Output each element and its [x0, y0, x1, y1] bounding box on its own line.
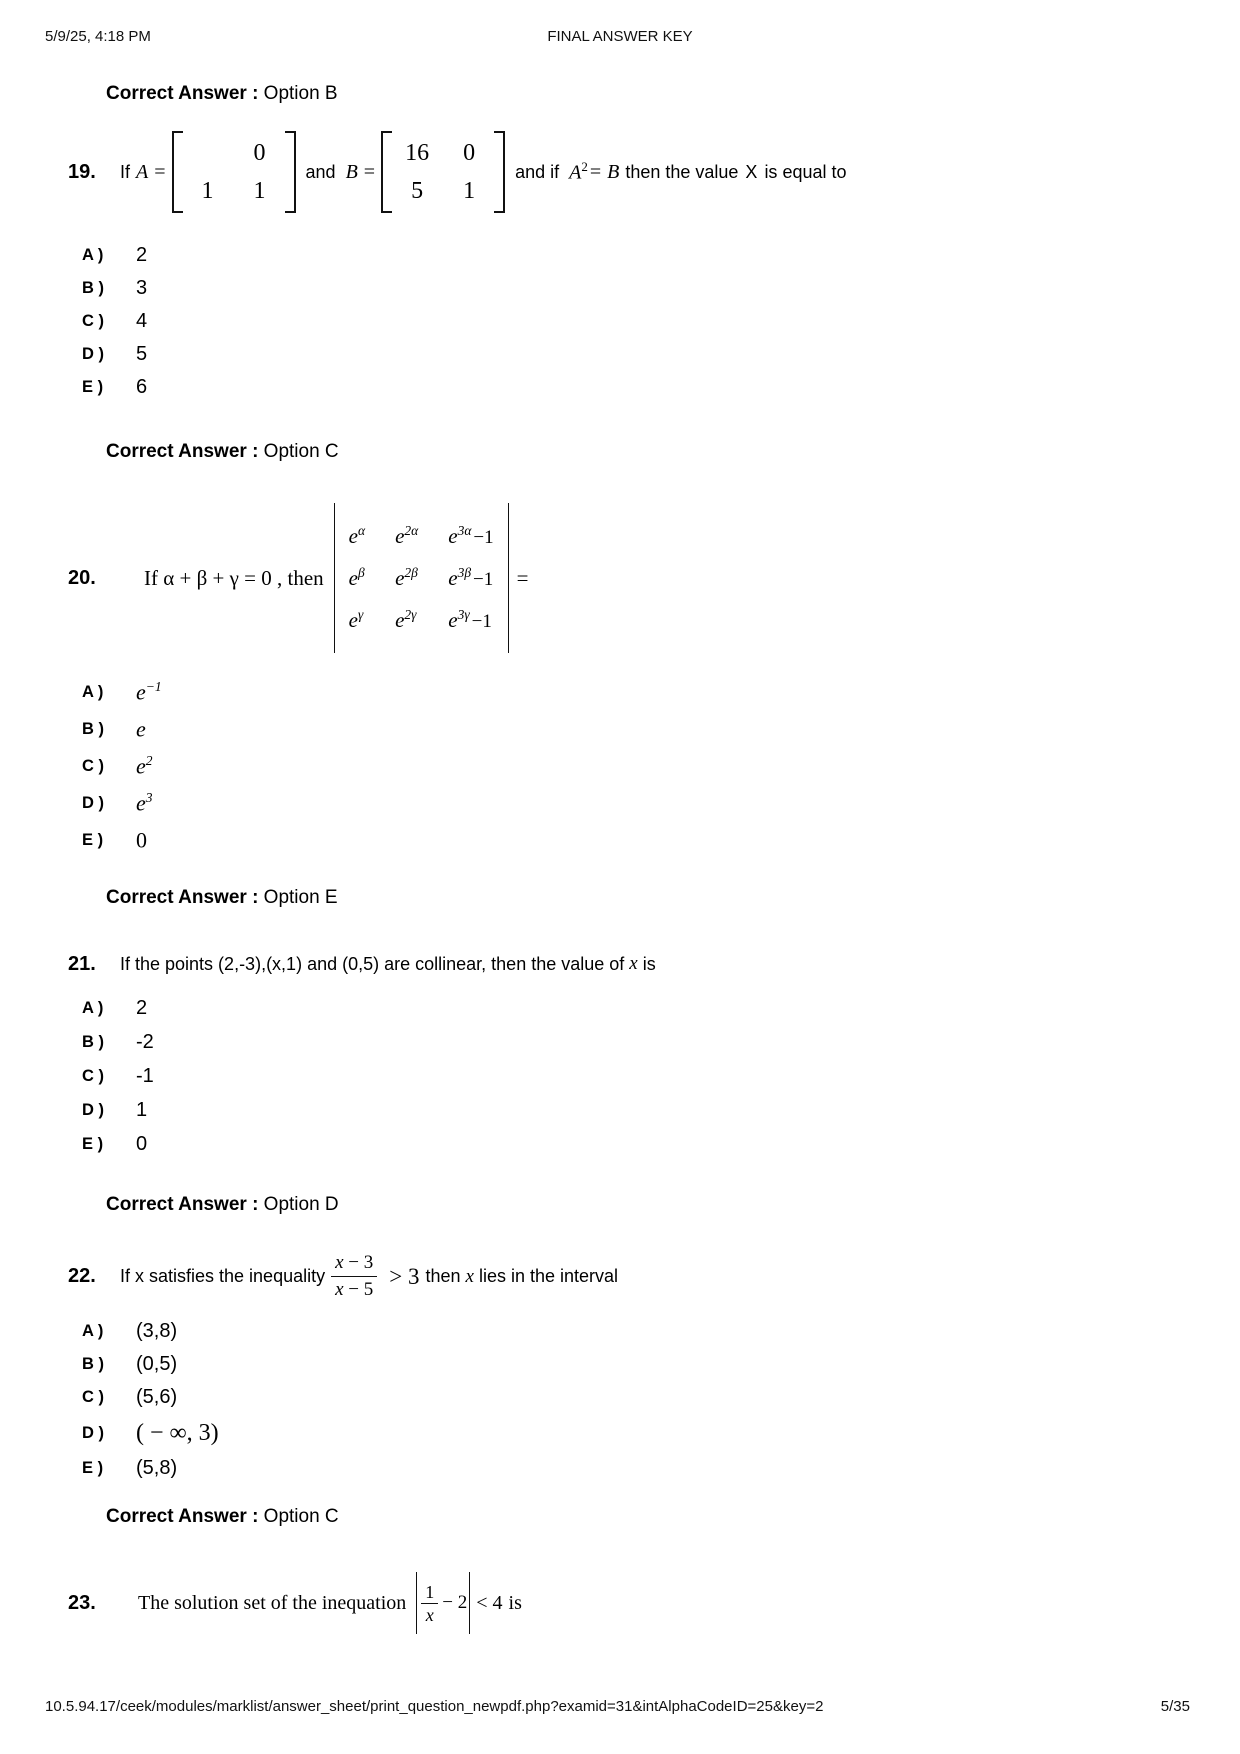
correct-answer-value: Option B — [263, 83, 338, 104]
determinant-cell: $e^\alpha$ — [348, 523, 366, 548]
determinant-cell: $e^\gamma$ — [348, 607, 364, 632]
option-row — [82, 1414, 1240, 1452]
equals-sign: = — [516, 565, 529, 590]
fraction-numerator: 1 — [421, 1582, 438, 1604]
determinant-cell: $e^\beta$ — [348, 565, 365, 590]
option-letter: A ) — [82, 246, 104, 264]
option-value: ( − ∞, 3) — [136, 1419, 219, 1446]
option-row — [82, 1059, 1240, 1093]
question-21-options — [0, 991, 1240, 1161]
option-row — [82, 822, 1240, 859]
question-number: 19. — [68, 160, 96, 183]
fraction — [421, 1582, 438, 1625]
option-value: (0,5) — [136, 1353, 178, 1375]
option-value: $e^{-1}$ — [136, 679, 162, 705]
question-text-tail: then the value — [625, 161, 739, 182]
correct-answer-label: Correct Answer : — [106, 887, 259, 908]
option-row — [82, 1093, 1240, 1127]
matrix-cell: 1 — [201, 178, 214, 204]
option-value: 1 — [136, 1098, 148, 1121]
a-squared: $A^2$ — [569, 159, 588, 184]
correct-answer-label: Correct Answer : — [106, 1506, 259, 1527]
option-letter: D ) — [82, 1100, 104, 1119]
correct-answer-label: Correct Answer : — [106, 83, 259, 104]
question-22 — [68, 1252, 1240, 1301]
correct-answer-line — [106, 83, 1240, 105]
option-letter: E ) — [82, 831, 104, 849]
option-value: 0 — [136, 827, 147, 853]
matrix-cell: 1 — [253, 178, 266, 204]
option-value: 3 — [136, 277, 148, 299]
option-value: $e^2$ — [136, 753, 153, 779]
option-value: 4 — [136, 310, 148, 332]
variable-b: B — [345, 160, 358, 183]
question-19 — [68, 131, 1240, 213]
matrix-a-grid — [183, 132, 285, 212]
inequality-rhs: < 4 — [476, 1591, 503, 1614]
question-text: The solution set of the inequation — [138, 1591, 407, 1614]
determinant-cell: $e^{2\beta}$ — [395, 565, 418, 590]
question-text-prefix: If — [120, 161, 131, 182]
variable-b: B — [607, 160, 620, 183]
fraction-numerator: x − 3 — [331, 1252, 377, 1277]
correct-answer-line — [106, 1506, 1240, 1528]
option-row — [82, 1381, 1240, 1414]
matrix-cell: 5 — [411, 178, 424, 204]
equals-sign: = — [154, 160, 166, 183]
matrix-cell — [195, 136, 221, 170]
variable-x: x — [629, 953, 638, 974]
option-letter: E ) — [82, 1134, 104, 1153]
question-number: 20. — [68, 566, 96, 589]
matrix-bracket-right — [285, 131, 296, 213]
option-letter: D ) — [82, 794, 104, 812]
option-letter: A ) — [82, 1322, 104, 1340]
option-row — [82, 674, 1240, 711]
equals-sign: = — [589, 160, 602, 183]
matrix-b-grid — [392, 132, 494, 212]
determinant-cell: $e^{2\alpha}$ — [395, 523, 419, 548]
option-value: $e^3$ — [136, 790, 153, 816]
option-row — [82, 305, 1240, 338]
option-value: (3,8) — [136, 1320, 178, 1342]
option-row — [82, 1025, 1240, 1059]
option-letter: C ) — [82, 1388, 104, 1406]
correct-answer-value: Option E — [263, 887, 338, 908]
header-title: FINAL ANSWER KEY — [547, 28, 693, 45]
absolute-value-bar-left — [416, 1572, 417, 1634]
inequality-rhs: > 3 — [389, 1263, 420, 1289]
option-letter: B ) — [82, 1032, 104, 1051]
question-20-options — [0, 674, 1240, 859]
matrix-bracket-left — [172, 131, 183, 213]
correct-answer-value: Option C — [263, 1506, 339, 1527]
footer-page-number: 5/35 — [1160, 1698, 1190, 1715]
question-number: 23. — [68, 1591, 96, 1614]
option-letter: B ) — [82, 1355, 104, 1373]
correct-answer-value: Option C — [263, 441, 339, 462]
equals-sign: = — [363, 160, 376, 183]
option-letter: D ) — [82, 1423, 104, 1442]
option-letter: C ) — [82, 1066, 104, 1085]
question-text: If the points (2,-3),(x,1) and (0,5) are collinear, then the value of — [120, 953, 625, 974]
question-21 — [68, 951, 1240, 977]
option-letter: B ) — [82, 279, 104, 297]
footer-url: 10.5.94.17/ceek/modules/marklist/answer_sheet/print_question_newpdf.php?examid=31&intAlphaCodeID=25&key=2 — [45, 1698, 824, 1715]
fraction — [331, 1252, 377, 1301]
option-value: (5,6) — [136, 1386, 178, 1408]
absolute-value-bar-right — [469, 1572, 470, 1634]
determinant-grid — [335, 515, 508, 641]
variable-x: x — [465, 1265, 474, 1287]
option-row — [82, 1348, 1240, 1381]
matrix-cell: 1 — [463, 178, 476, 204]
minus-two: − 2 — [442, 1592, 468, 1613]
question-text-tail: lies in the interval — [478, 1266, 619, 1286]
option-value: 6 — [136, 376, 148, 398]
option-row — [82, 785, 1240, 822]
option-value: e — [136, 716, 146, 742]
option-value: 2 — [136, 996, 148, 1019]
question-text-tail: is equal to — [764, 161, 847, 182]
option-row — [82, 272, 1240, 305]
question-text: If α + β + γ = 0 , then — [144, 565, 324, 590]
option-row — [82, 1452, 1240, 1485]
question-20 — [68, 503, 1240, 653]
question-23 — [68, 1572, 1240, 1634]
option-value: -1 — [136, 1064, 154, 1087]
question-text-mid: then — [425, 1266, 461, 1286]
correct-answer-value: Option D — [263, 1194, 339, 1215]
option-value: 5 — [136, 343, 148, 365]
question-text: If x satisfies the inequality — [120, 1266, 326, 1286]
conjunction-and-if: and if — [515, 161, 560, 182]
unknown-x: X — [745, 161, 758, 182]
correct-answer-label: Correct Answer : — [106, 441, 259, 462]
option-value: (5,8) — [136, 1457, 178, 1479]
question-number: 21. — [68, 952, 96, 975]
option-letter: D ) — [82, 345, 104, 363]
option-row — [82, 239, 1240, 272]
correct-answer-line — [106, 441, 1240, 463]
option-row — [82, 1315, 1240, 1348]
question-19-options — [0, 239, 1240, 404]
determinant-bar-right — [508, 503, 509, 653]
option-letter: E ) — [82, 1459, 104, 1477]
option-row — [82, 711, 1240, 748]
correct-answer-line — [106, 1194, 1240, 1216]
determinant-cell: $e^{3\gamma} -1$ — [448, 607, 492, 632]
correct-answer-label: Correct Answer : — [106, 1194, 259, 1215]
option-value: -2 — [136, 1030, 154, 1053]
option-letter: E ) — [82, 378, 104, 396]
matrix-cell: 16 — [405, 140, 430, 166]
option-value: 2 — [136, 244, 148, 266]
option-letter: C ) — [82, 312, 104, 330]
question-text-tail: is — [642, 953, 656, 974]
fraction-denominator: x − 5 — [335, 1279, 374, 1300]
option-row — [82, 371, 1240, 404]
matrix-cell: 0 — [253, 140, 266, 166]
option-letter: A ) — [82, 683, 104, 701]
matrix-a — [172, 131, 296, 213]
question-text-tail: is — [508, 1591, 522, 1614]
matrix-bracket-right — [494, 131, 505, 213]
matrix-cell: 0 — [463, 140, 476, 166]
matrix-b — [381, 131, 505, 213]
fraction-denominator: x — [425, 1604, 434, 1625]
option-letter: B ) — [82, 720, 104, 738]
variable-a: A — [136, 160, 149, 183]
header-timestamp: 5/9/25, 4:18 PM — [45, 28, 151, 45]
correct-answer-line — [106, 887, 1240, 909]
question-number: 22. — [68, 1265, 96, 1287]
option-row — [82, 338, 1240, 371]
matrix-bracket-left — [381, 131, 392, 213]
option-value: 0 — [136, 1132, 148, 1155]
option-row — [82, 748, 1240, 785]
option-row — [82, 991, 1240, 1025]
conjunction-and: and — [305, 161, 336, 182]
determinant-cell: $e^{2\gamma}$ — [395, 607, 417, 632]
option-row — [82, 1127, 1240, 1161]
exponent: 2 — [581, 159, 588, 175]
question-22-options — [0, 1315, 1240, 1485]
option-letter: C ) — [82, 757, 104, 775]
determinant-cell: $e^{3\beta} -1$ — [448, 565, 494, 590]
determinant-cell: $e^{3\alpha} -1$ — [448, 523, 494, 548]
option-letter: A ) — [82, 998, 104, 1017]
